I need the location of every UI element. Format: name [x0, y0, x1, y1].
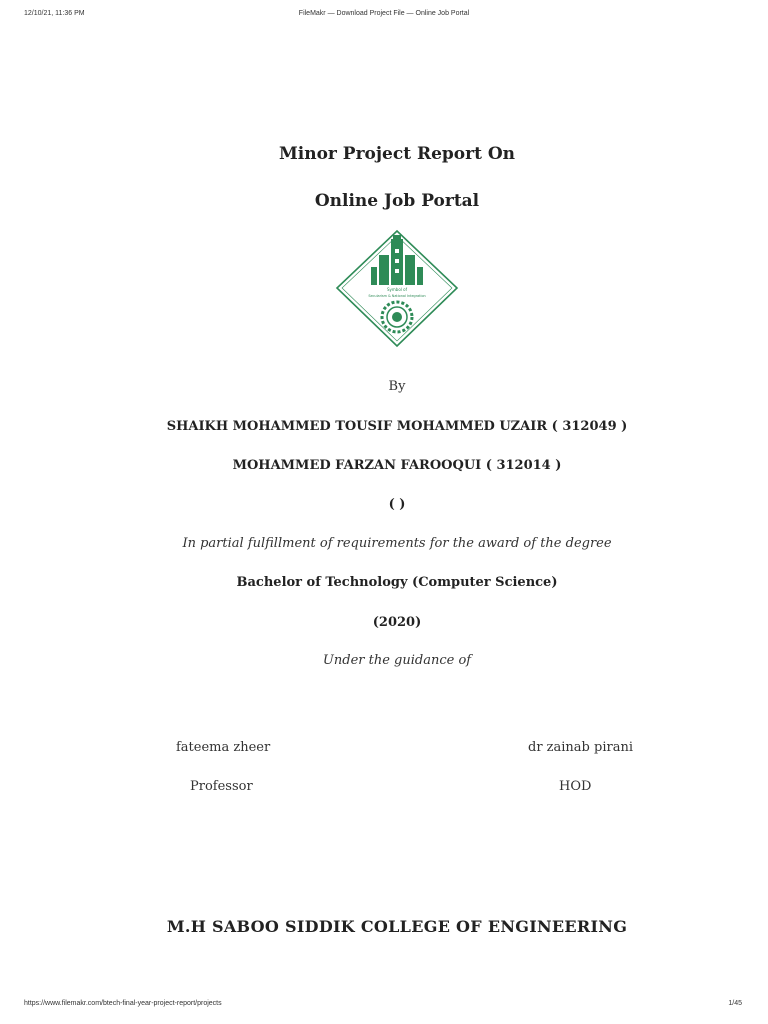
college-logo — [335, 229, 459, 348]
guide-1-title: Professor — [190, 779, 253, 794]
student-1: SHAIKH MOHAMMED TOUSIF MOHAMMED UZAIR ( 312049 ) — [166, 419, 628, 434]
guide-1-name: fateema zheer — [176, 740, 271, 755]
project-title: Online Job Portal — [314, 191, 480, 211]
print-datetime: 12/10/21, 11:36 PM — [24, 10, 85, 17]
logo-text-line1: Symbol of — [386, 287, 408, 292]
print-page-count: 1/45 — [728, 1000, 742, 1007]
guide-2-name: dr zainab pirani — [528, 740, 633, 755]
student-3: ( ) — [388, 497, 406, 512]
print-url: https://www.filemakr.com/btech-final-year-project-report/projects — [24, 1000, 222, 1007]
guidance-label: Under the guidance of — [322, 653, 472, 668]
guide-2-title: HOD — [559, 779, 592, 794]
student-2: MOHAMMED FARZAN FAROOQUI ( 312014 ) — [232, 458, 562, 473]
fulfillment-text: In partial fulfillment of requirements for the award of the degree — [182, 536, 612, 551]
logo-text-line2: Secularism & National Integration — [368, 294, 426, 298]
report-heading: Minor Project Report On — [278, 144, 516, 164]
degree-name: Bachelor of Technology (Computer Science) — [236, 575, 558, 590]
print-page-title: FileMakr — Download Project File — Online Job Portal — [298, 10, 470, 17]
by-label: By — [388, 379, 406, 394]
college-name: M.H SABOO SIDDIK COLLEGE OF ENGINEERING — [166, 917, 628, 936]
degree-year: (2020) — [372, 615, 422, 630]
